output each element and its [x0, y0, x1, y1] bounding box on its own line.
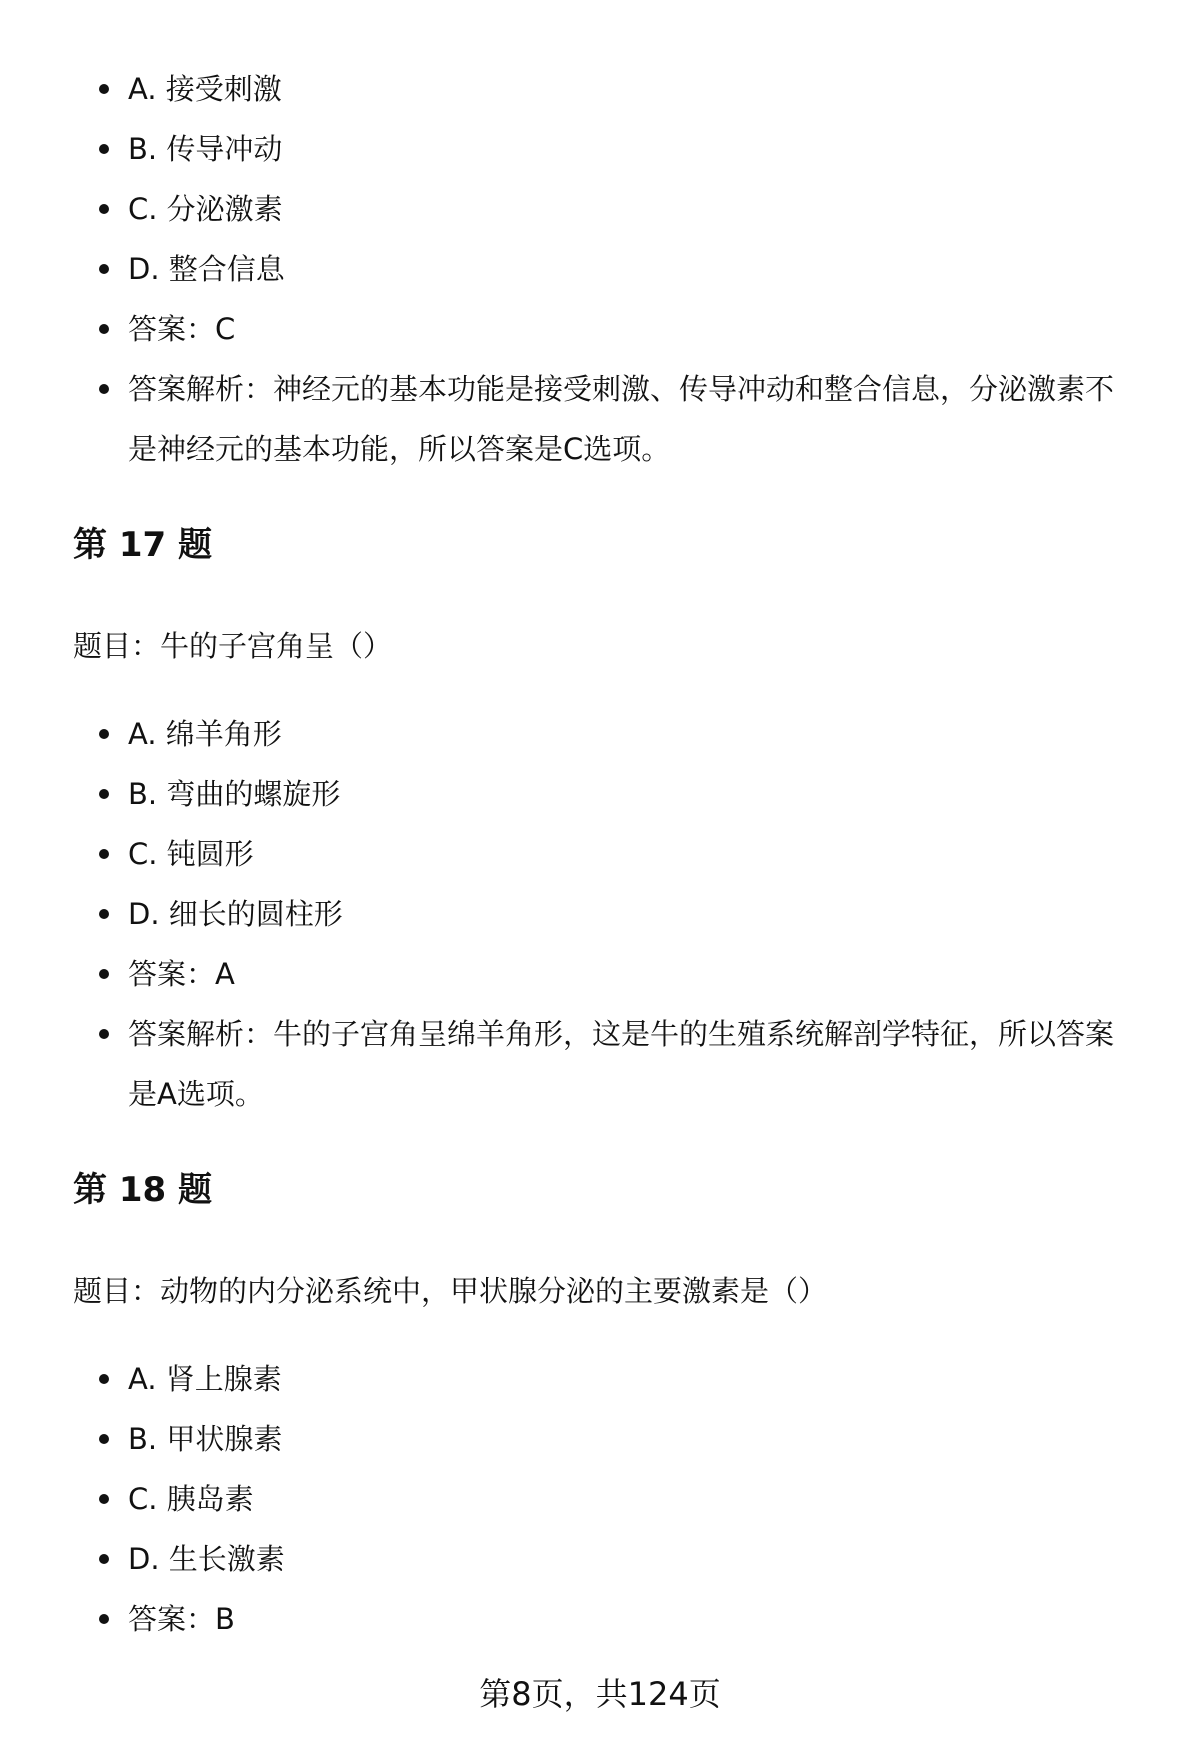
bullet-icon — [99, 789, 109, 799]
list-item — [0, 239, 1200, 299]
bullet-icon — [99, 969, 109, 979]
bullet-icon — [99, 1374, 109, 1384]
list-item — [0, 1529, 1200, 1589]
q17-explanation: 答案解析：牛的子宫角呈绵羊角形，这是牛的生殖系统解剖学特征，所以答案是A选项。 — [128, 1017, 1115, 1111]
q18-title: 第 18 题 — [73, 1170, 212, 1210]
list-item — [0, 764, 1200, 824]
q18-option-d: D. 生长激素 — [128, 1542, 285, 1576]
q18-option-b: B. 甲状腺素 — [128, 1422, 283, 1456]
q17-title: 第 17 题 — [73, 525, 212, 565]
list-item — [0, 1349, 1200, 1409]
list-item — [0, 944, 1200, 1004]
q16-option-d: D. 整合信息 — [128, 252, 285, 286]
bullet-icon — [99, 729, 109, 739]
bullet-icon — [99, 1554, 109, 1564]
q17-option-d: D. 细长的圆柱形 — [128, 897, 343, 931]
q18-option-c: C. 胰岛素 — [128, 1482, 254, 1516]
list-item — [0, 1409, 1200, 1469]
bullet-icon — [99, 1029, 109, 1039]
bullet-icon — [99, 1434, 109, 1444]
q16-explanation: 答案解析：神经元的基本功能是接受刺激、传导冲动和整合信息，分泌激素不是神经元的基本功能，所以答案是C选项。 — [128, 372, 1115, 466]
q16-option-c: C. 分泌激素 — [128, 192, 283, 226]
list-item — [0, 1469, 1200, 1529]
list-item — [0, 1589, 1200, 1649]
list-item — [0, 119, 1200, 179]
bullet-icon — [99, 1494, 109, 1504]
q17-answer: 答案：A — [128, 957, 235, 991]
q17-option-list — [0, 704, 1200, 1124]
bullet-icon — [99, 909, 109, 919]
list-item — [0, 299, 1200, 359]
bullet-icon — [99, 1614, 109, 1624]
q16-answer: 答案：C — [128, 312, 236, 346]
bullet-icon — [99, 204, 109, 214]
q16-option-list — [0, 59, 1200, 479]
q18-option-a: A. 肾上腺素 — [128, 1362, 282, 1396]
q18-stem: 题目：动物的内分泌系统中，甲状腺分泌的主要激素是（） — [73, 1274, 828, 1308]
q17-option-b: B. 弯曲的螺旋形 — [128, 777, 341, 811]
list-item — [0, 824, 1200, 884]
list-item — [0, 1004, 1200, 1124]
bullet-icon — [99, 84, 109, 94]
q17-option-c: C. 钝圆形 — [128, 837, 254, 871]
list-item — [0, 59, 1200, 119]
list-item — [0, 179, 1200, 239]
q18-option-list — [0, 1349, 1200, 1649]
list-item — [0, 359, 1200, 479]
bullet-icon — [99, 324, 109, 334]
bullet-icon — [99, 264, 109, 274]
list-item — [0, 884, 1200, 944]
q18-answer: 答案：B — [128, 1602, 235, 1636]
bullet-icon — [99, 144, 109, 154]
bullet-icon — [99, 849, 109, 859]
list-item — [0, 704, 1200, 764]
q16-option-b: B. 传导冲动 — [128, 132, 283, 166]
q17-stem: 题目：牛的子宫角呈（） — [73, 629, 393, 663]
q16-option-a: A. 接受刺激 — [128, 72, 282, 106]
bullet-icon — [99, 384, 109, 394]
q17-option-a: A. 绵羊角形 — [128, 717, 282, 751]
page-number: 第8页，共124页 — [479, 1675, 721, 1713]
